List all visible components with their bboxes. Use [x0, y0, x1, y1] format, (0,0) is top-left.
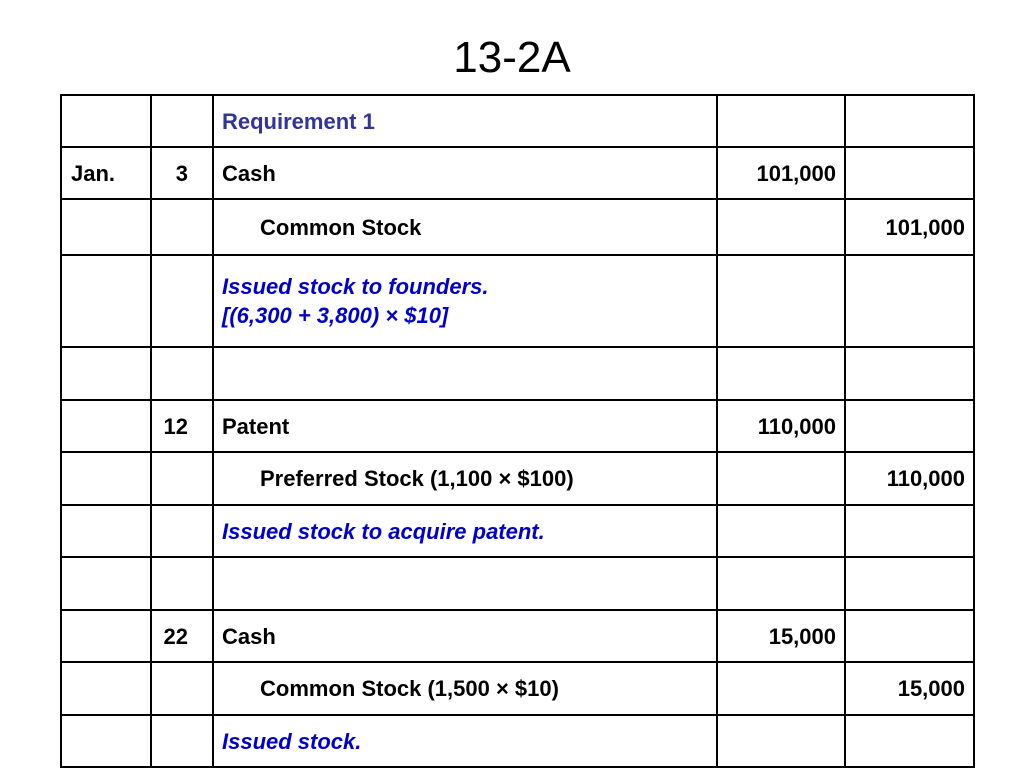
day-cell	[151, 95, 213, 147]
day-cell	[151, 255, 213, 347]
explanation-cell: Issued stock to acquire patent.	[213, 505, 717, 557]
month-cell	[61, 347, 151, 400]
slide-title: 13-2A	[453, 33, 571, 82]
month-cell	[61, 199, 151, 255]
table-row	[61, 505, 974, 557]
table-row	[61, 199, 974, 255]
credit-cell	[845, 610, 974, 662]
month-cell	[61, 505, 151, 557]
credit-cell	[845, 347, 974, 400]
month-cell	[61, 610, 151, 662]
account-cell: Preferred Stock (1,100 × $100)	[213, 452, 717, 505]
explanation-cell	[213, 255, 717, 347]
requirement-heading: Requirement 1	[213, 95, 717, 147]
credit-cell	[845, 255, 974, 347]
month-cell	[61, 452, 151, 505]
debit-cell: 15,000	[717, 610, 845, 662]
month-cell: Jan.	[61, 147, 151, 199]
debit-cell	[717, 95, 845, 147]
table-row	[61, 255, 974, 347]
account-cell: Common Stock	[213, 199, 717, 255]
debit-cell	[717, 505, 845, 557]
table-row	[61, 347, 974, 400]
account-cell: Patent	[213, 400, 717, 452]
day-cell	[151, 715, 213, 767]
table-row	[61, 400, 974, 452]
account-cell: Cash	[213, 147, 717, 199]
table-row	[61, 452, 974, 505]
day-cell	[151, 505, 213, 557]
month-cell	[61, 95, 151, 147]
account-cell	[213, 557, 717, 610]
credit-cell	[845, 505, 974, 557]
month-cell	[61, 255, 151, 347]
month-cell	[61, 557, 151, 610]
credit-cell	[845, 400, 974, 452]
day-cell: 3	[151, 147, 213, 199]
table-row	[61, 715, 974, 767]
table-row	[61, 557, 974, 610]
debit-cell	[717, 347, 845, 400]
month-cell	[61, 662, 151, 715]
day-cell	[151, 557, 213, 610]
table-row	[61, 95, 974, 147]
credit-cell	[845, 147, 974, 199]
credit-cell	[845, 715, 974, 767]
debit-cell: 110,000	[717, 400, 845, 452]
day-cell	[151, 199, 213, 255]
day-cell	[151, 452, 213, 505]
table-row	[61, 662, 974, 715]
credit-cell: 101,000	[845, 199, 974, 255]
debit-cell	[717, 255, 845, 347]
debit-cell	[717, 452, 845, 505]
explanation-cell: Issued stock.	[213, 715, 717, 767]
explanation-line: [(6,300 + 3,800) × $10]	[222, 303, 449, 328]
debit-cell: 101,000	[717, 147, 845, 199]
debit-cell	[717, 662, 845, 715]
day-cell	[151, 347, 213, 400]
credit-cell: 15,000	[845, 662, 974, 715]
day-cell	[151, 662, 213, 715]
debit-cell	[717, 557, 845, 610]
debit-cell	[717, 199, 845, 255]
credit-cell	[845, 557, 974, 610]
day-cell: 22	[151, 610, 213, 662]
credit-cell: 110,000	[845, 452, 974, 505]
debit-cell	[717, 715, 845, 767]
explanation-line: Issued stock to founders.	[222, 274, 489, 299]
credit-cell	[845, 95, 974, 147]
account-cell	[213, 347, 717, 400]
month-cell	[61, 400, 151, 452]
table-row	[61, 610, 974, 662]
journal-entry-table	[60, 94, 975, 768]
month-cell	[61, 715, 151, 767]
day-cell: 12	[151, 400, 213, 452]
table-row	[61, 147, 974, 199]
account-cell: Cash	[213, 610, 717, 662]
account-cell: Common Stock (1,500 × $10)	[213, 662, 717, 715]
